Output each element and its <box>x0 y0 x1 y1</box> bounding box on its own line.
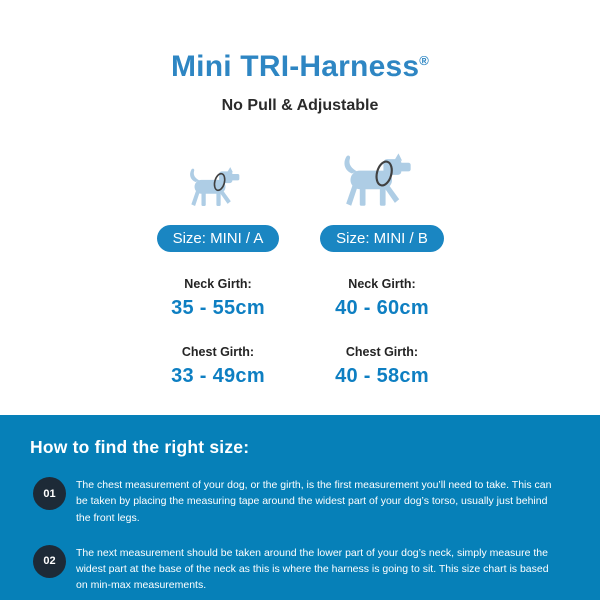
neck-girth-value: 35 - 55cm <box>171 297 265 319</box>
neck-girth-label: Neck Girth: <box>184 277 252 291</box>
size-badge-mini-a: Size: MINI / A <box>157 225 280 252</box>
size-columns <box>0 141 600 388</box>
chest-girth-label: Chest Girth: <box>181 345 255 359</box>
header <box>0 0 600 115</box>
neck-girth-label: Neck Girth: <box>348 277 416 291</box>
step-1 <box>30 477 570 526</box>
neck-girth-value: 40 - 60cm <box>335 297 429 319</box>
step-2 <box>30 545 570 594</box>
step-1-text: The chest measurement of your dog, or the girth, is the first measurement you’ll need to take. This can be taken by placing the measuring tape around the widest part of your dog’s torso, usually just behind the front legs. <box>76 479 552 524</box>
size-column-mini-a <box>138 141 298 388</box>
howto-heading: How to find the right size: <box>30 437 250 457</box>
step-2-number-badge: 02 <box>33 545 66 578</box>
step-1-number-badge: 01 <box>33 477 66 510</box>
how-to-find-size-section <box>0 415 600 600</box>
page-title <box>0 50 600 84</box>
page-subtitle: No Pull & Adjustable <box>221 97 379 114</box>
size-column-mini-b <box>302 141 462 388</box>
dog-with-harness-icon <box>186 141 250 209</box>
size-badge-mini-b: Size: MINI / B <box>320 225 444 252</box>
dog-with-harness-icon <box>339 141 425 209</box>
chest-girth-value: 40 - 58cm <box>335 365 429 387</box>
registered-trademark-symbol: ® <box>419 53 430 68</box>
page-title-text: Mini TRI-Harness <box>170 50 420 83</box>
chest-girth-value: 33 - 49cm <box>171 365 265 387</box>
chest-girth-label: Chest Girth: <box>345 345 419 359</box>
step-2-text: The next measurement should be taken around the lower part of your dog’s neck, simply measure the widest part at the base of the neck as this is where the harness is going to sit. This size chart is based on min-max measurements. <box>76 546 549 592</box>
